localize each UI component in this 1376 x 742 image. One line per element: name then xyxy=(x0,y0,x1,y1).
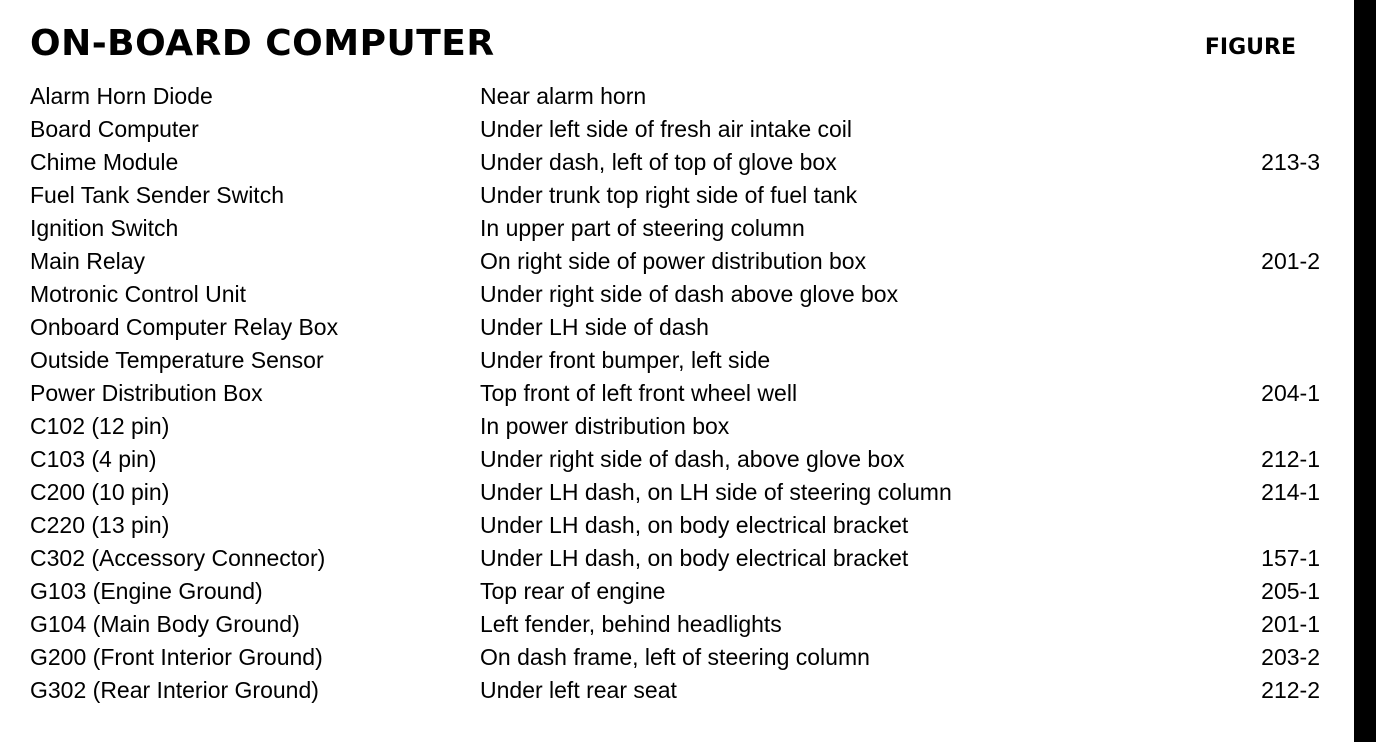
component-location: Under dash, left of top of glove box xyxy=(480,149,837,175)
component-name: G302 (Rear Interior Ground) xyxy=(30,677,319,703)
component-name: C302 (Accessory Connector) xyxy=(30,545,326,571)
list-item xyxy=(30,476,1320,509)
page-edge-bar xyxy=(1354,0,1376,742)
list-item xyxy=(30,674,1320,707)
component-location: Under trunk top right side of fuel tank xyxy=(480,182,858,208)
component-name: C200 (10 pin) xyxy=(30,479,170,505)
figure-reference: 212-1 xyxy=(1261,446,1320,472)
figure-reference: 213-3 xyxy=(1261,149,1320,175)
component-name: Ignition Switch xyxy=(30,215,179,241)
component-location: In upper part of steering column xyxy=(480,215,805,241)
component-location: Under LH dash, on LH side of steering column xyxy=(480,479,952,505)
list-item xyxy=(30,410,1320,443)
component-location: On right side of power distribution box xyxy=(480,248,867,274)
component-name: Fuel Tank Sender Switch xyxy=(30,182,284,208)
list-item xyxy=(30,278,1320,311)
figure-reference: 201-1 xyxy=(1261,611,1320,637)
component-name: C102 (12 pin) xyxy=(30,413,170,439)
component-name: Onboard Computer Relay Box xyxy=(30,314,339,340)
component-location: Under LH dash, on body electrical bracket xyxy=(480,512,909,538)
component-name: Board Computer xyxy=(30,116,199,142)
component-name: G104 (Main Body Ground) xyxy=(30,611,300,637)
list-item xyxy=(30,575,1320,608)
component-location: Top rear of engine xyxy=(480,578,666,604)
list-item xyxy=(30,509,1320,542)
component-location: Under right side of dash above glove box xyxy=(480,281,899,307)
component-name: Power Distribution Box xyxy=(30,380,263,406)
component-name: C220 (13 pin) xyxy=(30,512,170,538)
component-location: Under front bumper, left side xyxy=(480,347,771,373)
figure-reference: 214-1 xyxy=(1261,479,1320,505)
component-name: Outside Temperature Sensor xyxy=(30,347,324,373)
list-item xyxy=(30,641,1320,674)
list-item xyxy=(30,245,1320,278)
page-title: ON-BOARD COMPUTER xyxy=(30,23,495,64)
component-name: Chime Module xyxy=(30,149,179,175)
component-name: Main Relay xyxy=(30,248,146,274)
component-name: C103 (4 pin) xyxy=(30,446,157,472)
component-location: Top front of left front wheel well xyxy=(480,380,798,406)
figure-reference: 203-2 xyxy=(1261,644,1320,670)
list-item xyxy=(30,344,1320,377)
figure-reference: 205-1 xyxy=(1261,578,1320,604)
component-location: Under left rear seat xyxy=(480,677,677,703)
component-location: On dash frame, left of steering column xyxy=(480,644,870,670)
component-name: G103 (Engine Ground) xyxy=(30,578,263,604)
list-item xyxy=(30,113,1320,146)
list-item xyxy=(30,146,1320,179)
component-location: In power distribution box xyxy=(480,413,730,439)
figure-reference: 204-1 xyxy=(1261,380,1320,406)
figure-reference: 201-2 xyxy=(1261,248,1320,274)
component-name: Motronic Control Unit xyxy=(30,281,247,307)
list-item xyxy=(30,311,1320,344)
component-location: Under LH dash, on body electrical bracket xyxy=(480,545,909,571)
component-location: Under right side of dash, above glove box xyxy=(480,446,905,472)
component-location: Near alarm horn xyxy=(480,83,647,109)
figure-column-header: FIGURE xyxy=(1204,35,1296,60)
component-location-list xyxy=(30,80,1320,707)
list-item xyxy=(30,212,1320,245)
component-name: Alarm Horn Diode xyxy=(30,83,213,109)
figure-reference: 212-2 xyxy=(1261,677,1320,703)
list-item xyxy=(30,608,1320,641)
component-location: Left fender, behind headlights xyxy=(480,611,782,637)
list-item xyxy=(30,80,1320,113)
list-item xyxy=(30,542,1320,575)
component-name: G200 (Front Interior Ground) xyxy=(30,644,323,670)
list-item xyxy=(30,377,1320,410)
component-location: Under left side of fresh air intake coil xyxy=(480,116,853,142)
list-item xyxy=(30,179,1320,212)
figure-reference: 157-1 xyxy=(1261,545,1320,571)
list-item xyxy=(30,443,1320,476)
component-location: Under LH side of dash xyxy=(480,314,709,340)
